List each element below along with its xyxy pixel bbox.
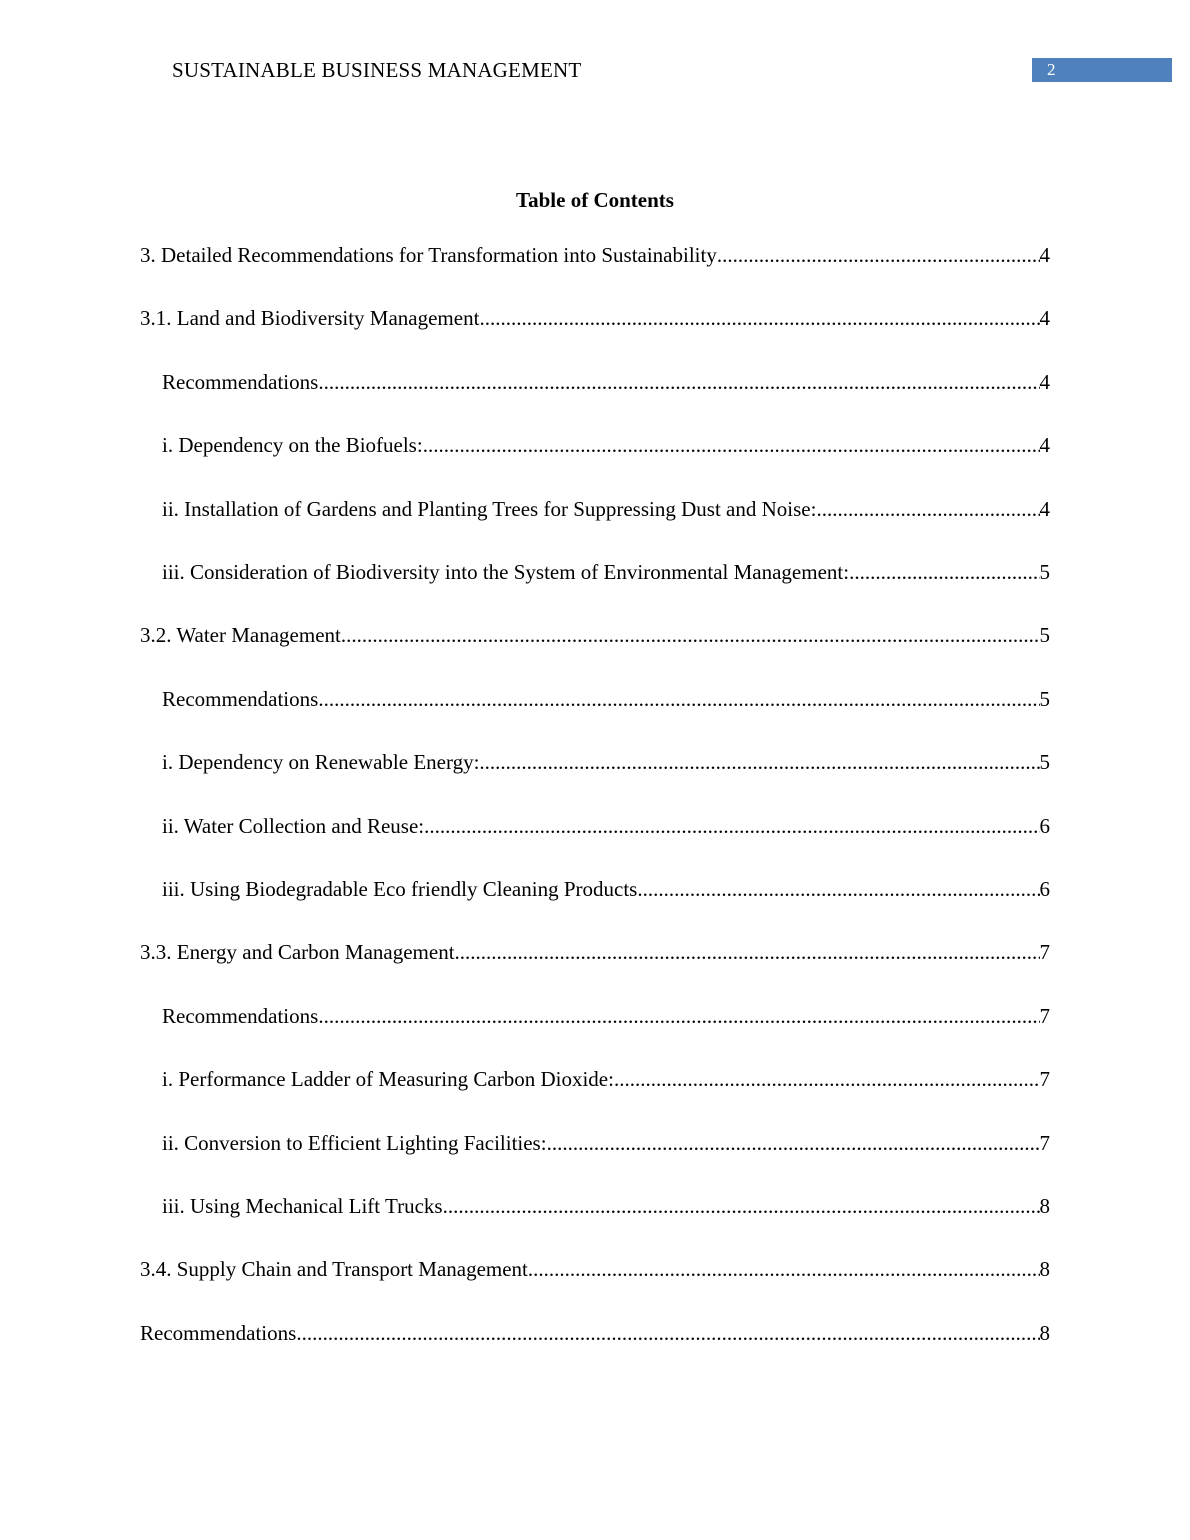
toc-dot-leader: [296, 1319, 1039, 1347]
toc-entry[interactable]: [140, 621, 1050, 649]
page-number-badge: [1032, 58, 1172, 82]
toc-entry-page: 7: [1039, 1067, 1050, 1092]
toc-entry-text: 3.3. Energy and Carbon Management: [140, 940, 455, 965]
toc-entry-text: ii. Water Collection and Reuse:: [162, 813, 425, 838]
toc-entry-text: Recommendations: [140, 1320, 297, 1345]
toc-dot-leader: [816, 495, 1039, 523]
toc-dot-leader: [423, 431, 1040, 459]
toc-dot-leader: [479, 304, 1039, 332]
toc-entry[interactable]: [162, 1002, 1050, 1030]
toc-entry-page: 7: [1039, 1130, 1050, 1155]
toc-dot-leader: [455, 938, 1040, 966]
toc-entry-text: iii. Consideration of Biodiversity into the System of Environmental Management:: [162, 560, 850, 584]
toc-dot-leader: [849, 558, 1039, 586]
toc-entry-page: 7: [1039, 940, 1050, 965]
toc-entry-page: 5: [1039, 750, 1050, 775]
running-head: SUSTAINABLE BUSINESS MANAGEMENT: [172, 58, 582, 82]
toc-entry[interactable]: [162, 812, 1050, 840]
toc-entry-page: 8: [1039, 1320, 1050, 1345]
toc-entry[interactable]: [162, 1065, 1050, 1093]
toc-entry-text: Recommendations: [162, 686, 319, 711]
toc-dot-leader: [318, 368, 1039, 396]
toc-entry-page: 5: [1039, 686, 1050, 711]
toc-entry-page: 8: [1039, 1257, 1050, 1282]
toc-entry[interactable]: [162, 875, 1050, 903]
toc-entry[interactable]: [162, 1192, 1050, 1220]
toc-entry-page: 6: [1039, 877, 1050, 901]
toc-entry[interactable]: [140, 1319, 1050, 1347]
toc-entry[interactable]: [140, 241, 1050, 269]
toc-entry-text: Recommendations: [162, 369, 319, 394]
toc-entry-text: 3.2. Water Management: [140, 623, 341, 648]
toc-entry-text: i. Performance Ladder of Measuring Carbon Dioxide:: [162, 1067, 614, 1092]
toc-entry-page: 8: [1039, 1194, 1050, 1218]
toc-entry-page: 5: [1039, 560, 1050, 584]
toc-entry[interactable]: [162, 1129, 1050, 1157]
toc-entry-text: iii. Using Mechanical Lift Trucks: [162, 1194, 443, 1218]
toc-dot-leader: [528, 1255, 1040, 1283]
toc-dot-leader: [717, 241, 1040, 269]
toc-entry-page: 4: [1039, 243, 1050, 267]
toc-entry[interactable]: [140, 1255, 1050, 1283]
toc-dot-leader: [341, 621, 1040, 649]
toc-entry-text: ii. Installation of Gardens and Planting Trees for Suppressing Dust and Noise:: [162, 496, 817, 521]
toc-entry[interactable]: [162, 558, 1050, 586]
toc-entry-page: 6: [1039, 813, 1050, 838]
toc-dot-leader: [424, 812, 1039, 840]
toc-entry[interactable]: [140, 304, 1050, 332]
toc-dot-leader: [479, 748, 1039, 776]
toc-entry-page: 4: [1039, 496, 1050, 521]
toc-entry-text: 3.4. Supply Chain and Transport Management: [140, 1257, 528, 1282]
toc-entry-text: ii. Conversion to Efficient Lighting Facilities:: [162, 1130, 547, 1155]
page-number: 2: [1047, 60, 1056, 79]
toc-entry-text: 3.1. Land and Biodiversity Management: [140, 306, 480, 331]
toc-entry-text: Recommendations: [162, 1003, 319, 1028]
toc-entry-text: i. Dependency on the Biofuels:: [162, 433, 423, 458]
toc-dot-leader: [547, 1129, 1040, 1157]
toc-entry[interactable]: [162, 431, 1050, 459]
toc-entry-text: i. Dependency on Renewable Energy:: [162, 750, 480, 775]
toc-entry-page: 4: [1039, 369, 1050, 394]
toc-dot-leader: [614, 1065, 1040, 1093]
toc-title: Table of Contents: [516, 188, 674, 212]
toc-entry-page: 4: [1039, 306, 1050, 331]
toc-entry-page: 7: [1039, 1003, 1050, 1028]
toc-entry[interactable]: [162, 748, 1050, 776]
toc-entry-text: 3. Detailed Recommendations for Transformation into Sustainability: [140, 243, 717, 267]
toc-entry[interactable]: [162, 495, 1050, 523]
toc-entry[interactable]: [162, 368, 1050, 396]
toc-dot-leader: [637, 875, 1039, 903]
toc-dot-leader: [443, 1192, 1040, 1220]
toc-dot-leader: [318, 685, 1039, 713]
toc-entry-page: 4: [1039, 433, 1050, 458]
toc-dot-leader: [318, 1002, 1039, 1030]
toc-entry[interactable]: [162, 685, 1050, 713]
toc-entry-page: 5: [1039, 623, 1050, 648]
toc-entry[interactable]: [140, 938, 1050, 966]
toc-entry-text: iii. Using Biodegradable Eco friendly Cleaning Products: [162, 877, 638, 901]
